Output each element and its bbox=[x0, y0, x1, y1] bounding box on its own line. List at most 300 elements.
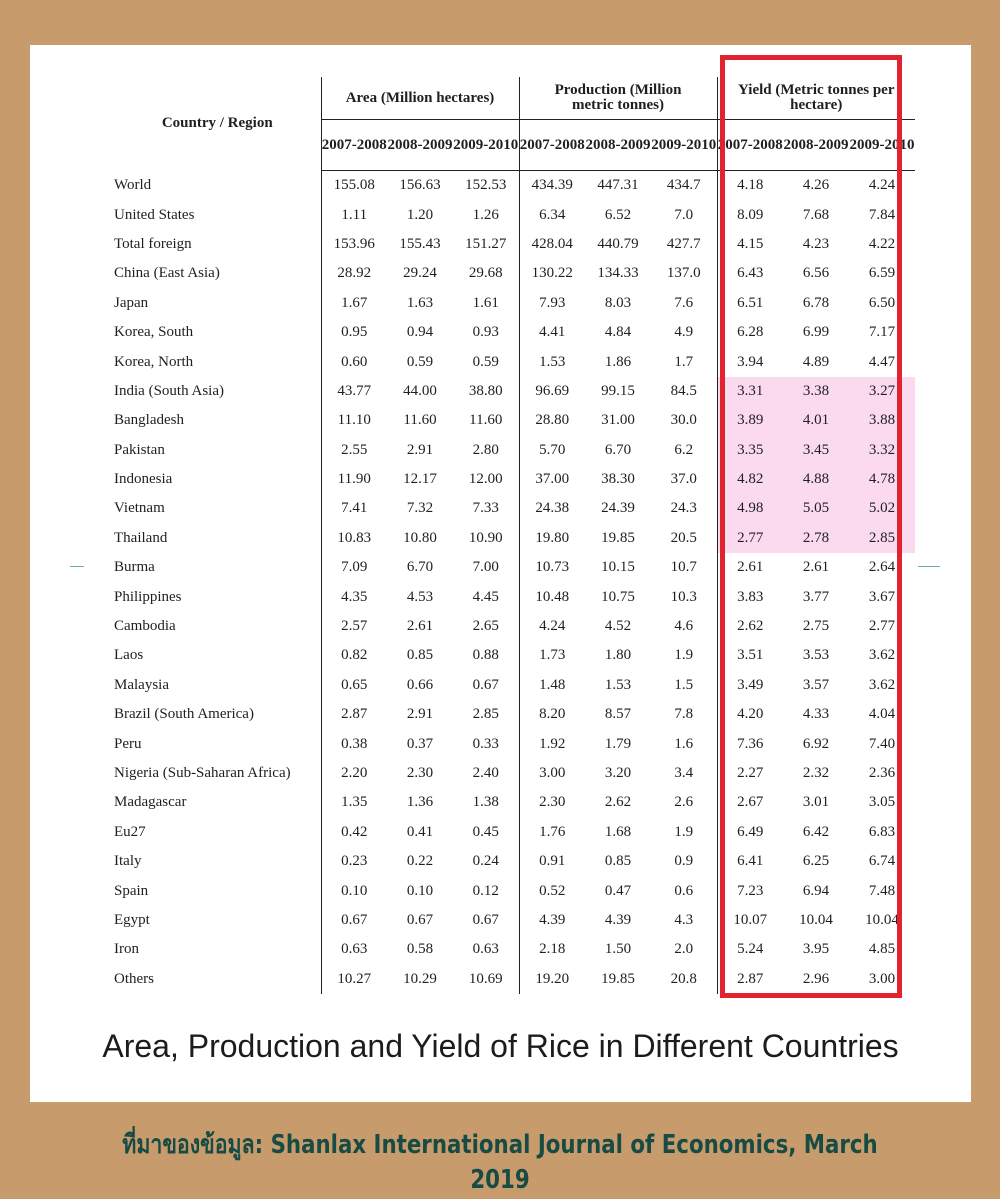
yield-cell: 6.78 bbox=[802, 294, 830, 311]
yield-cell: 6.50 bbox=[868, 294, 896, 311]
yield-cell: 6.74 bbox=[868, 853, 896, 870]
yield-cell: 3.32 bbox=[849, 436, 915, 465]
country-name-cell: Spain bbox=[114, 882, 149, 899]
production-cell: 0.91 bbox=[519, 847, 585, 876]
production-cell: 37.00 bbox=[519, 465, 585, 494]
area-cell: 0.24 bbox=[472, 853, 499, 870]
production-cell: 7.93 bbox=[519, 289, 585, 318]
area-cell: 2.61 bbox=[406, 618, 434, 635]
production-cell: 2.0 bbox=[674, 941, 694, 958]
table-row bbox=[114, 318, 915, 347]
country-name-cell: Japan bbox=[114, 294, 149, 311]
area-cell: 6.70 bbox=[406, 559, 434, 576]
yield-cell: 3.31 bbox=[717, 377, 783, 406]
yield-cell: 6.25 bbox=[802, 853, 830, 870]
area-cell: 2.85 bbox=[472, 706, 499, 723]
country-name-cell: Eu27 bbox=[114, 823, 146, 840]
area-cell: 0.22 bbox=[406, 853, 434, 870]
area-group-header: Area (Million hectares) bbox=[321, 77, 519, 120]
area-cell: 0.37 bbox=[406, 735, 434, 752]
production-cell: 5.70 bbox=[519, 436, 585, 465]
area-cell: 2.91 bbox=[406, 706, 434, 723]
yield-cell: 2.61 bbox=[802, 559, 830, 576]
table-row bbox=[114, 847, 915, 876]
production-cell: 1.9 bbox=[674, 647, 694, 664]
area-cell: 10.80 bbox=[403, 529, 437, 546]
yield-cell: 4.23 bbox=[802, 235, 830, 252]
country-name-cell: Italy bbox=[114, 853, 142, 870]
yield-cell: 4.33 bbox=[802, 706, 830, 723]
area-cell: 2.91 bbox=[406, 441, 434, 458]
yield-cell: 3.94 bbox=[717, 347, 783, 376]
area-cell: 0.65 bbox=[321, 671, 387, 700]
production-cell: 427.7 bbox=[666, 235, 701, 252]
year-header: 2008-2009 bbox=[387, 120, 453, 171]
area-cell: 12.17 bbox=[403, 471, 437, 488]
production-cell: 99.15 bbox=[601, 382, 635, 399]
country-name-cell: Indonesia bbox=[114, 471, 173, 488]
table-row bbox=[114, 582, 915, 611]
yield-cell: 2.85 bbox=[849, 524, 915, 553]
production-cell: 2.6 bbox=[674, 794, 694, 811]
yield-cell: 4.22 bbox=[868, 235, 896, 252]
area-cell: 1.63 bbox=[406, 294, 434, 311]
country-name-cell: Others bbox=[114, 970, 154, 987]
production-cell: 6.70 bbox=[604, 441, 632, 458]
yield-cell: 3.88 bbox=[849, 406, 915, 435]
production-cell: 1.6 bbox=[674, 735, 694, 752]
production-cell: 37.0 bbox=[670, 471, 697, 488]
yield-cell: 2.27 bbox=[717, 759, 783, 788]
production-cell: 1.86 bbox=[604, 353, 632, 370]
yield-cell: 7.48 bbox=[868, 882, 896, 899]
production-cell: 24.3 bbox=[670, 500, 697, 517]
decorative-line-right bbox=[918, 566, 940, 567]
production-cell: 3.00 bbox=[519, 759, 585, 788]
table-row bbox=[114, 818, 915, 847]
yield-cell: 3.53 bbox=[802, 647, 830, 664]
yield-cell: 2.62 bbox=[717, 612, 783, 641]
yield-cell: 4.15 bbox=[717, 230, 783, 259]
country-name-cell: Cambodia bbox=[114, 618, 176, 635]
yield-cell: 8.09 bbox=[717, 200, 783, 229]
table-row bbox=[114, 671, 915, 700]
production-cell: 38.30 bbox=[601, 471, 635, 488]
area-cell: 0.95 bbox=[321, 318, 387, 347]
yield-cell: 4.18 bbox=[717, 171, 783, 201]
production-cell: 0.47 bbox=[604, 882, 632, 899]
production-cell: 19.80 bbox=[519, 524, 585, 553]
yield-cell: 3.62 bbox=[868, 676, 896, 693]
production-cell: 1.7 bbox=[674, 353, 694, 370]
table-row bbox=[114, 377, 915, 406]
production-cell: 30.0 bbox=[670, 412, 697, 429]
production-cell: 7.0 bbox=[674, 206, 694, 223]
area-cell: 2.55 bbox=[321, 436, 387, 465]
yield-cell: 2.96 bbox=[802, 970, 830, 987]
country-name-cell: Bangladesh bbox=[114, 412, 184, 429]
table-row bbox=[114, 436, 915, 465]
area-cell: 155.08 bbox=[321, 171, 387, 201]
area-cell: 156.63 bbox=[399, 177, 441, 194]
area-cell: 4.35 bbox=[321, 582, 387, 611]
area-cell: 0.63 bbox=[321, 935, 387, 964]
yield-cell: 10.07 bbox=[717, 906, 783, 935]
production-cell: 8.57 bbox=[604, 706, 632, 723]
area-cell: 0.23 bbox=[321, 847, 387, 876]
production-cell: 3.20 bbox=[604, 765, 632, 781]
country-name-cell: World bbox=[114, 176, 152, 193]
yield-cell: 7.84 bbox=[868, 206, 896, 223]
yield-cell: 6.51 bbox=[717, 289, 783, 318]
yield-cell: 4.26 bbox=[802, 177, 830, 194]
country-name-cell: Laos bbox=[114, 647, 144, 664]
production-cell: 7.8 bbox=[674, 706, 694, 723]
area-cell: 7.00 bbox=[472, 559, 499, 576]
yield-cell: 2.87 bbox=[717, 965, 783, 994]
table-row bbox=[114, 347, 915, 376]
production-cell: 434.7 bbox=[666, 177, 701, 194]
production-cell: 6.34 bbox=[519, 200, 585, 229]
area-cell: 0.67 bbox=[321, 906, 387, 935]
yield-cell: 7.36 bbox=[717, 729, 783, 758]
yield-cell: 2.78 bbox=[783, 524, 849, 553]
production-cell: 0.52 bbox=[519, 876, 585, 905]
area-cell: 0.93 bbox=[472, 324, 499, 341]
table-row bbox=[114, 406, 915, 435]
area-cell: 0.67 bbox=[406, 911, 434, 928]
production-cell: 10.75 bbox=[601, 588, 635, 605]
production-cell: 434.39 bbox=[519, 171, 585, 201]
area-cell: 0.41 bbox=[406, 823, 434, 840]
area-cell: 10.29 bbox=[403, 970, 437, 987]
area-cell: 12.00 bbox=[468, 471, 503, 488]
area-cell: 0.58 bbox=[406, 941, 434, 958]
yield-cell: 4.98 bbox=[717, 494, 783, 523]
area-cell: 0.38 bbox=[321, 729, 387, 758]
production-cell: 19.20 bbox=[519, 965, 585, 994]
yield-cell: 3.83 bbox=[717, 582, 783, 611]
country-name-cell: Peru bbox=[114, 735, 142, 752]
area-cell: 0.85 bbox=[406, 647, 434, 664]
area-cell: 0.33 bbox=[472, 735, 499, 752]
area-cell: 2.57 bbox=[321, 612, 387, 641]
production-cell: 10.3 bbox=[670, 588, 697, 605]
yield-cell: 2.61 bbox=[717, 553, 783, 582]
area-cell: 0.60 bbox=[321, 347, 387, 376]
yield-cell: 7.23 bbox=[717, 876, 783, 905]
area-cell: 7.41 bbox=[321, 494, 387, 523]
yield-cell: 6.41 bbox=[717, 847, 783, 876]
area-cell: 0.45 bbox=[472, 823, 499, 840]
area-cell: 2.30 bbox=[406, 765, 434, 781]
yield-cell: 2.77 bbox=[717, 524, 783, 553]
country-name-cell: Total foreign bbox=[114, 235, 192, 252]
production-cell: 428.04 bbox=[519, 230, 585, 259]
table-row bbox=[114, 171, 915, 201]
production-cell: 10.7 bbox=[670, 559, 697, 576]
area-cell: 2.65 bbox=[472, 618, 499, 635]
table-row bbox=[114, 289, 915, 318]
area-cell: 38.80 bbox=[468, 382, 503, 399]
yield-cell: 4.04 bbox=[868, 706, 896, 723]
production-cell: 1.92 bbox=[519, 729, 585, 758]
production-cell: 3.4 bbox=[674, 765, 694, 781]
yield-cell: 4.85 bbox=[868, 941, 896, 958]
year-header: 2008-2009 bbox=[585, 120, 651, 171]
table-row bbox=[114, 876, 915, 905]
table-row bbox=[114, 553, 915, 582]
production-cell: 4.41 bbox=[519, 318, 585, 347]
yield-cell: 4.01 bbox=[783, 406, 849, 435]
production-cell: 8.03 bbox=[604, 294, 632, 311]
production-cell: 10.73 bbox=[519, 553, 585, 582]
area-cell: 0.12 bbox=[472, 882, 499, 899]
content-card bbox=[30, 45, 971, 1102]
production-cell: 1.68 bbox=[604, 823, 632, 840]
area-cell: 0.67 bbox=[472, 676, 499, 693]
area-cell: 153.96 bbox=[321, 230, 387, 259]
table-row bbox=[114, 230, 915, 259]
area-cell: 0.59 bbox=[472, 353, 499, 370]
country-column-header: Country / Region bbox=[161, 115, 273, 132]
production-cell: 4.39 bbox=[604, 911, 632, 928]
production-cell: 134.33 bbox=[597, 265, 639, 282]
area-cell: 1.61 bbox=[472, 294, 499, 311]
yield-cell: 3.45 bbox=[783, 436, 849, 465]
area-cell: 0.63 bbox=[472, 941, 499, 958]
country-name-cell: Vietnam bbox=[114, 500, 165, 517]
yield-cell: 3.95 bbox=[802, 941, 830, 958]
production-cell: 4.3 bbox=[674, 911, 694, 928]
production-cell: 2.30 bbox=[519, 788, 585, 817]
area-cell: 2.87 bbox=[321, 700, 387, 729]
yield-cell: 6.99 bbox=[802, 324, 830, 341]
production-cell: 10.48 bbox=[519, 582, 585, 611]
area-cell: 1.35 bbox=[321, 788, 387, 817]
production-cell: 0.6 bbox=[674, 882, 694, 899]
production-cell: 4.24 bbox=[519, 612, 585, 641]
area-cell: 2.80 bbox=[472, 441, 499, 458]
area-cell: 0.42 bbox=[321, 818, 387, 847]
yield-cell: 6.43 bbox=[717, 259, 783, 288]
area-cell: 155.43 bbox=[399, 235, 441, 252]
country-name-cell: Burma bbox=[114, 559, 155, 576]
production-cell: 130.22 bbox=[519, 259, 585, 288]
country-name-cell: United States bbox=[114, 206, 195, 223]
country-name-cell: Korea, North bbox=[114, 353, 194, 370]
area-cell: 1.38 bbox=[472, 794, 499, 811]
production-cell: 1.48 bbox=[519, 671, 585, 700]
yield-cell: 7.17 bbox=[868, 324, 896, 341]
area-cell: 7.33 bbox=[472, 500, 499, 517]
yield-cell: 3.35 bbox=[717, 436, 783, 465]
year-header: 2009-2010 bbox=[453, 120, 519, 171]
table-row bbox=[114, 641, 915, 670]
production-cell: 1.80 bbox=[604, 647, 632, 664]
table-row bbox=[114, 494, 915, 523]
area-cell: 4.45 bbox=[472, 588, 499, 605]
year-header: 2007-2008 bbox=[321, 120, 387, 171]
yield-cell: 4.47 bbox=[868, 353, 896, 370]
yield-cell: 6.28 bbox=[717, 318, 783, 347]
table-row bbox=[114, 906, 915, 935]
yield-cell: 7.68 bbox=[802, 206, 830, 223]
yield-cell: 5.02 bbox=[849, 494, 915, 523]
yield-cell: 5.05 bbox=[783, 494, 849, 523]
area-cell: 0.82 bbox=[321, 641, 387, 670]
yield-cell: 3.62 bbox=[868, 647, 896, 664]
production-cell: 440.79 bbox=[597, 235, 639, 252]
production-cell: 19.85 bbox=[601, 529, 635, 546]
production-cell: 2.18 bbox=[519, 935, 585, 964]
production-cell: 1.50 bbox=[604, 941, 632, 958]
yield-cell: 4.89 bbox=[802, 353, 830, 370]
production-cell: 0.9 bbox=[674, 853, 694, 870]
production-cell: 84.5 bbox=[670, 382, 697, 399]
area-cell: 29.68 bbox=[468, 265, 503, 282]
area-cell: 10.90 bbox=[468, 529, 503, 546]
area-cell: 44.00 bbox=[403, 382, 437, 399]
table-row bbox=[114, 524, 915, 553]
area-cell: 2.20 bbox=[321, 759, 387, 788]
country-name-cell: China (East Asia) bbox=[114, 265, 220, 282]
production-cell: 1.53 bbox=[519, 347, 585, 376]
table-row bbox=[114, 759, 915, 788]
yield-cell: 2.64 bbox=[868, 559, 896, 576]
production-cell: 20.8 bbox=[670, 970, 697, 987]
production-cell: 137.0 bbox=[666, 265, 701, 282]
country-name-cell: Madagascar bbox=[114, 794, 187, 811]
yield-cell: 4.82 bbox=[717, 465, 783, 494]
production-cell: 1.79 bbox=[604, 735, 632, 752]
yield-cell: 10.04 bbox=[865, 911, 899, 928]
table-row bbox=[114, 612, 915, 641]
yield-cell: 4.24 bbox=[868, 177, 896, 194]
area-cell: 10.27 bbox=[321, 965, 387, 994]
table-row bbox=[114, 259, 915, 288]
production-cell: 1.53 bbox=[604, 676, 632, 693]
production-cell: 1.73 bbox=[519, 641, 585, 670]
area-cell: 7.09 bbox=[321, 553, 387, 582]
table-row bbox=[114, 465, 915, 494]
area-cell: 0.67 bbox=[472, 911, 499, 928]
yield-cell: 6.92 bbox=[802, 735, 830, 752]
yield-cell: 3.05 bbox=[868, 794, 896, 811]
area-cell: 1.26 bbox=[472, 206, 499, 223]
production-cell: 1.5 bbox=[674, 676, 694, 693]
yield-cell: 4.78 bbox=[849, 465, 915, 494]
area-cell: 11.60 bbox=[469, 412, 503, 429]
production-cell: 8.20 bbox=[519, 700, 585, 729]
table-row bbox=[114, 788, 915, 817]
area-cell: 0.10 bbox=[406, 882, 434, 899]
table-row bbox=[114, 200, 915, 229]
production-cell: 96.69 bbox=[519, 377, 585, 406]
production-cell: 2.62 bbox=[604, 794, 632, 811]
yield-cell: 6.83 bbox=[868, 823, 896, 840]
production-cell: 0.85 bbox=[604, 853, 632, 870]
production-cell: 20.5 bbox=[670, 529, 697, 546]
production-cell: 6.52 bbox=[604, 206, 632, 223]
country-name-cell: Thailand bbox=[114, 529, 168, 546]
area-cell: 0.59 bbox=[406, 353, 434, 370]
country-name-cell: India (South Asia) bbox=[114, 382, 224, 399]
yield-cell: 6.56 bbox=[802, 265, 830, 282]
yield-cell: 4.88 bbox=[783, 465, 849, 494]
country-name-cell: Philippines bbox=[114, 588, 182, 605]
production-cell: 24.38 bbox=[519, 494, 585, 523]
yield-cell: 3.77 bbox=[802, 588, 830, 605]
production-cell: 6.2 bbox=[674, 441, 694, 458]
country-name-cell: Nigeria (Sub-Saharan Africa) bbox=[114, 765, 291, 781]
production-cell: 7.6 bbox=[674, 294, 694, 311]
area-cell: 28.92 bbox=[321, 259, 387, 288]
area-cell: 7.32 bbox=[406, 500, 434, 517]
yield-cell: 7.40 bbox=[868, 735, 896, 752]
area-cell: 0.94 bbox=[406, 324, 434, 341]
yield-cell: 6.49 bbox=[717, 818, 783, 847]
area-cell: 151.27 bbox=[465, 235, 507, 252]
area-cell: 10.69 bbox=[468, 970, 503, 987]
production-cell: 31.00 bbox=[601, 412, 635, 429]
yield-cell: 2.36 bbox=[868, 765, 896, 781]
rice-data-table bbox=[114, 77, 915, 994]
country-name-cell: Malaysia bbox=[114, 676, 169, 693]
production-group-header: Production (Million metric tonnes) bbox=[519, 77, 717, 120]
yield-cell: 3.38 bbox=[783, 377, 849, 406]
area-cell: 152.53 bbox=[465, 177, 507, 194]
country-name-cell: Pakistan bbox=[114, 441, 165, 458]
production-cell: 4.9 bbox=[674, 324, 694, 341]
production-cell: 19.85 bbox=[601, 970, 635, 987]
year-header: 2007-2008 bbox=[519, 120, 585, 171]
area-cell: 0.88 bbox=[472, 647, 499, 664]
country-name-cell: Egypt bbox=[114, 911, 150, 928]
yield-cell: 2.32 bbox=[802, 765, 830, 781]
table-row bbox=[114, 729, 915, 758]
production-cell: 4.6 bbox=[674, 618, 694, 635]
yield-cell: 3.67 bbox=[868, 588, 896, 605]
area-cell: 1.20 bbox=[406, 206, 434, 223]
yield-cell: 3.57 bbox=[802, 676, 830, 693]
production-cell: 10.15 bbox=[601, 559, 635, 576]
yield-cell: 6.59 bbox=[868, 265, 896, 282]
production-cell: 24.39 bbox=[601, 500, 635, 517]
country-name-cell: Brazil (South America) bbox=[114, 706, 254, 723]
decorative-line-left bbox=[70, 566, 84, 567]
country-name-cell: Korea, South bbox=[114, 324, 194, 341]
year-header: 2007-2008 bbox=[717, 120, 783, 171]
area-cell: 4.53 bbox=[406, 588, 434, 605]
area-cell: 11.90 bbox=[321, 465, 387, 494]
table-row bbox=[114, 965, 915, 994]
yield-group-header: Yield (Metric tonnes per hectare) bbox=[717, 77, 915, 120]
yield-cell: 3.49 bbox=[717, 671, 783, 700]
yield-cell: 3.27 bbox=[849, 377, 915, 406]
yield-cell: 10.04 bbox=[799, 911, 833, 928]
area-cell: 43.77 bbox=[321, 377, 387, 406]
area-cell: 29.24 bbox=[403, 265, 437, 282]
yield-cell: 5.24 bbox=[717, 935, 783, 964]
source-citation: ที่มาของข้อมูล: Shanlax International Journal of Economics, March 2019 bbox=[122, 1130, 878, 1195]
yield-cell: 3.01 bbox=[802, 794, 830, 811]
area-cell: 0.66 bbox=[406, 676, 434, 693]
yield-cell: 3.89 bbox=[717, 406, 783, 435]
year-header: 2008-2009 bbox=[783, 120, 849, 171]
area-cell: 11.60 bbox=[403, 412, 437, 429]
production-cell: 447.31 bbox=[597, 177, 639, 194]
